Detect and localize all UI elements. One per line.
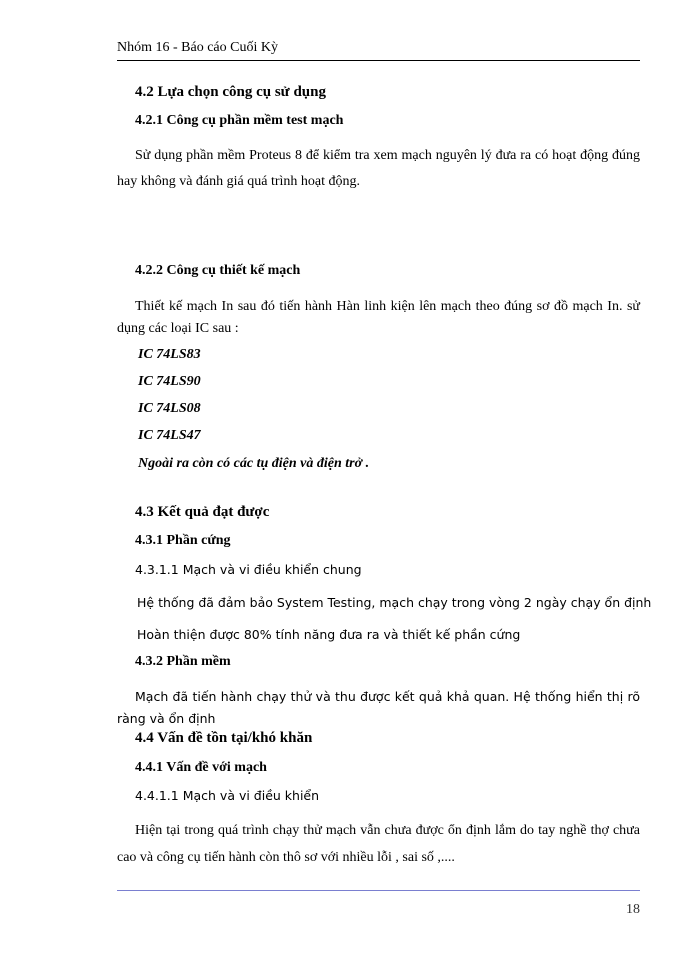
- section-4-2-1-paragraph: [117, 143, 640, 195]
- ic-note: Ngoài ra còn có các tụ điện và điện trở .: [138, 456, 370, 471]
- section-4-3-2-title: 4.3.2 Phần mềm: [135, 654, 231, 669]
- section-4-3-1-1-title: 4.3.1.1 Mạch và vi điều khiển chung: [135, 562, 362, 577]
- section-4-2-1-title: 4.2.1 Công cụ phần mềm test mạch: [135, 113, 344, 128]
- section-4-4-1-1-paragraph: [117, 817, 640, 871]
- section-4-2-2-text: Thiết kế mạch In sau đó tiến hành Hàn linh kiện lên mạch theo đúng sơ đồ mạch In. sử dụng các loại IC sau :: [117, 299, 640, 336]
- ic-list-item: IC 74LS08: [138, 401, 201, 416]
- ic-list-item: IC 74LS83: [138, 347, 201, 362]
- section-4-2-title: 4.2 Lựa chọn công cụ sử dụng: [135, 84, 326, 100]
- section-4-2-2-paragraph: [117, 296, 640, 340]
- section-4-3-1-title: 4.3.1 Phần cứng: [135, 533, 231, 548]
- section-4-3-2-text: Mạch đã tiến hành chạy thử và thu được kết quả khả quan. Hệ thống hiển thị rõ ràng và ổn định: [117, 689, 640, 726]
- page-number: 18: [626, 902, 640, 917]
- section-4-4-1-title: 4.4.1 Vấn đề với mạch: [135, 760, 267, 775]
- ic-list-item: IC 74LS90: [138, 374, 201, 389]
- section-4-3-1-1-line-2: Hoàn thiện được 80% tính năng đưa ra và thiết kế phần cứng: [137, 627, 521, 642]
- section-4-3-2-paragraph: [117, 686, 640, 730]
- section-4-4-1-1-text: Hiện tại trong quá trình chạy thử mạch vẫn chưa được ổn định lắm do tay nghề thợ chưa cao và công cụ tiến hành còn thô sơ với nhiều lỗi , sai số ,....: [117, 823, 640, 865]
- section-4-4-title: 4.4 Vấn đề tồn tại/khó khăn: [135, 730, 313, 746]
- section-4-4-1-1-title: 4.4.1.1 Mạch và vi điều khiển: [135, 788, 320, 803]
- footer-divider: [117, 890, 640, 891]
- page-header: [117, 40, 640, 61]
- ic-list-item: IC 74LS47: [138, 428, 201, 443]
- section-4-2-1-text: Sử dụng phần mềm Proteus 8 để kiểm tra xem mạch nguyên lý đưa ra có hoạt động đúng hay không và đánh giá quá trình hoạt động.: [117, 148, 640, 189]
- section-4-3-1-1-line-1: Hệ thống đã đảm bảo System Testing, mạch chạy trong vòng 2 ngày chạy ổn định: [137, 595, 652, 610]
- header-text: Nhóm 16 - Báo cáo Cuối Kỳ: [117, 40, 278, 55]
- section-4-2-2-title: 4.2.2 Công cụ thiết kế mạch: [135, 263, 301, 278]
- section-4-3-title: 4.3 Kết quả đạt được: [135, 504, 270, 520]
